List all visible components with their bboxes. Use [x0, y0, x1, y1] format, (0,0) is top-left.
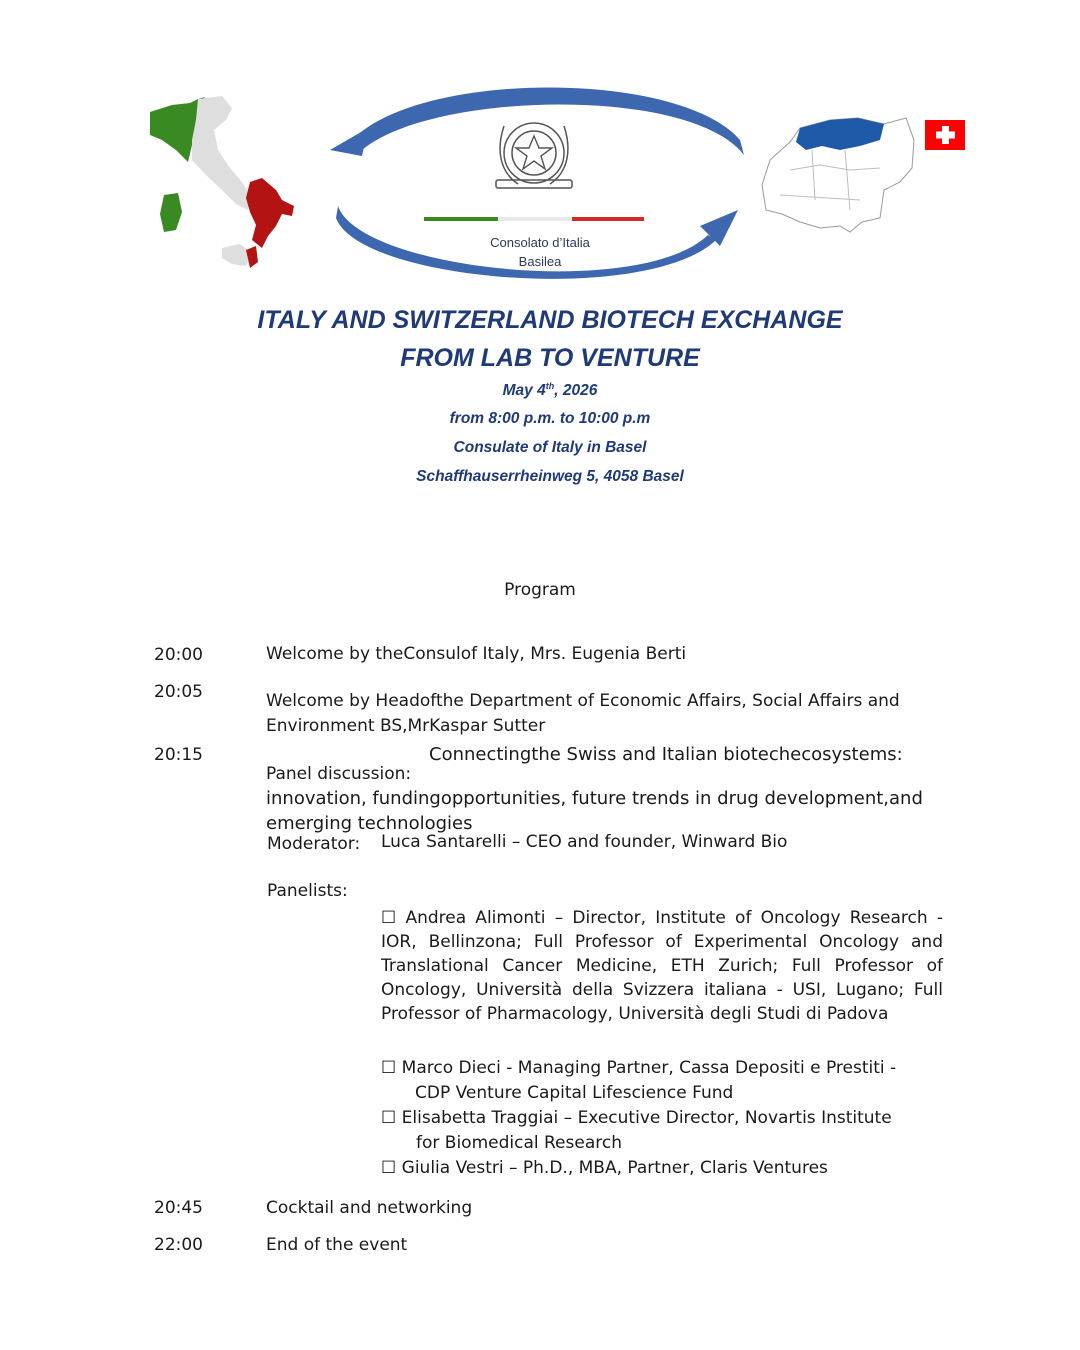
panelist-item: ☐ Giulia Vestri – Ph.D., MBA, Partner, Claris Ventures — [381, 1158, 828, 1178]
agenda-time: 20:05 — [154, 682, 203, 702]
agenda-time: 20:00 — [154, 645, 203, 665]
panel-label: Panel discussion: — [266, 764, 412, 784]
tricolor-red-bar — [572, 217, 644, 221]
event-title: ITALY AND SWITZERLAND BIOTECH EXCHANGE — [257, 306, 843, 334]
event-time: from 8:00 p.m. to 10:00 p.m — [449, 410, 651, 427]
event-venue: Consulate of Italy in Basel — [453, 439, 647, 456]
panel-topic-line: innovation, fundingopportunities, future trends in drug development,and — [266, 788, 923, 809]
switzerland-map-icon — [762, 118, 914, 232]
checkbox-icon: ☐ — [381, 1058, 397, 1078]
moderator-name: Luca Santarelli – CEO and founder, Winward Bio — [381, 832, 788, 852]
agenda-text: End of the event — [266, 1235, 408, 1255]
checkbox-icon: ☐ — [381, 1158, 397, 1178]
agenda-text: Environment BS,MrKaspar Sutter — [266, 716, 546, 736]
agenda-text: Welcome by theConsulof Italy, Mrs. Eugenia Berti — [266, 644, 687, 664]
panelists-label: Panelists: — [267, 881, 348, 901]
moderator-label: Moderator: — [267, 834, 361, 854]
checkbox-icon: ☐ — [381, 908, 397, 928]
swiss-flag-icon — [925, 120, 965, 150]
agenda-text: Welcome by Headofthe Department of Economic Affairs, Social Affairs and — [266, 691, 900, 711]
italy-map-icon — [150, 96, 294, 268]
event-address: Schaffhauserrheinweg 5, 4058 Basel — [416, 468, 684, 485]
tricolor-green-bar — [424, 217, 498, 221]
agenda-text: Cocktail and networking — [266, 1198, 473, 1218]
panelist-item-cont: CDP Venture Capital Lifescience Fund — [415, 1083, 734, 1103]
checkbox-icon: ☐ — [381, 1108, 397, 1128]
panelist-item-cont: for Biomedical Research — [416, 1133, 622, 1153]
event-subtitle: FROM LAB TO VENTURE — [400, 344, 700, 372]
tricolor-white-bar — [498, 217, 572, 221]
agenda-time: 20:15 — [154, 745, 203, 765]
panelist-item: ☐ Andrea Alimonti – Director, Institute of Oncology Research - IOR, Bellinzona; Full Professor of Experimental Oncology and Translational Cancer Medicine, ETH Zurich; Full Professor of Oncology, Università della Svizzera italiana - USI, Lugano; Full Professor of Pharmacology, Università degli Studi di Padova — [381, 908, 943, 1024]
panelist-item: ☐ Marco Dieci - Managing Partner, Cassa Depositi e Prestiti - — [381, 1058, 897, 1078]
republic-emblem-icon — [496, 123, 572, 188]
agenda-time: 20:45 — [154, 1198, 203, 1218]
agenda-time: 22:00 — [154, 1235, 203, 1255]
event-date: May 4th, 2026 — [502, 381, 598, 400]
program-heading: Program — [504, 580, 576, 600]
panel-topic: Connectingthe Swiss and Italian biotechecosystems: — [429, 744, 903, 765]
consolato-city: Basilea — [518, 254, 562, 269]
panelist-item: ☐ Elisabetta Traggiai – Executive Director, Novartis Institute — [381, 1108, 892, 1128]
panel-topic-line: emerging technologies — [266, 813, 473, 834]
consolato-label: Consolato d’Italia — [490, 235, 590, 250]
